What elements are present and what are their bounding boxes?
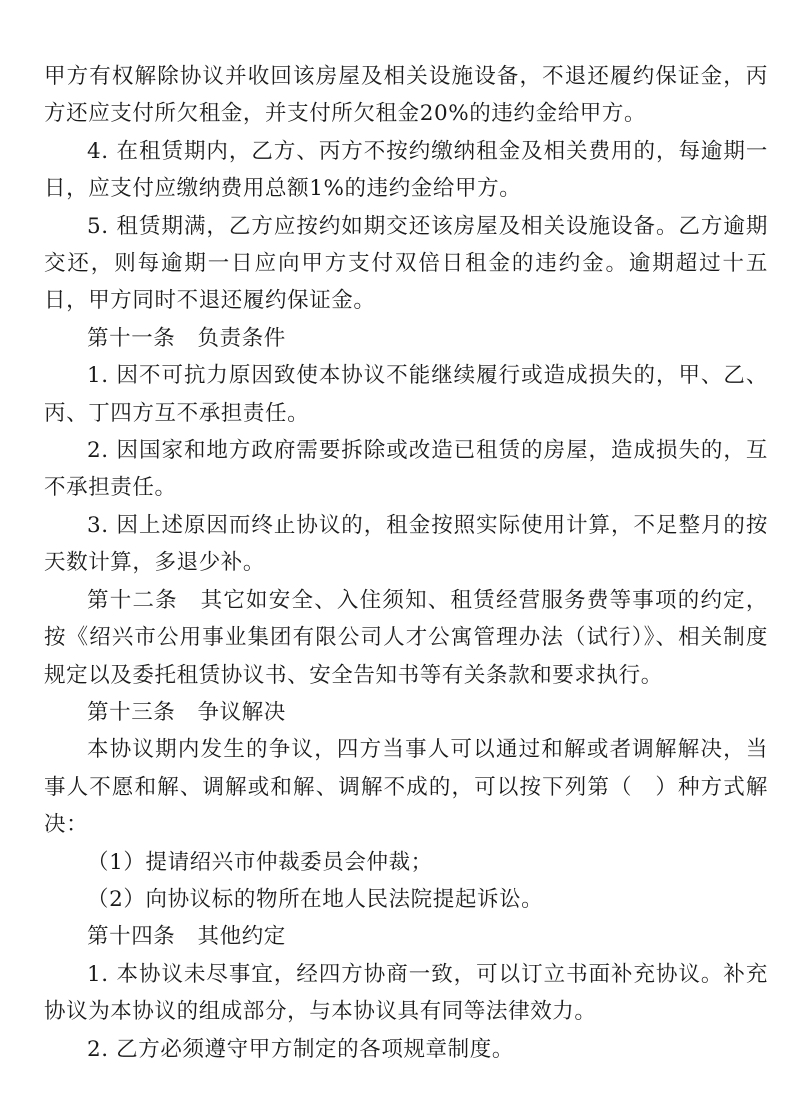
paragraph-article-11-item-3: 3. 因上述原因而终止协议的，租金按照实际使用计算，不足整月的按天数计算，多退少补。: [44, 512, 768, 576]
paragraph-article-13-option-1: （1）提请绍兴市仲裁委员会仲裁；: [87, 849, 433, 875]
paragraph-article-12: 第十二条 其它如安全、入住须知、租赁经营服务费等事项的约定，按《绍兴市公用事业集团有限公司人才公寓管理办法（试行）》、相关制度规定以及委托租赁协议书、安全告知书等有关条款和要求执行。: [44, 587, 768, 688]
paragraph-article-11-item-1: 1. 因不可抗力原因致使本协议不能继续履行或造成损失的，甲、乙、丙、丁四方互不承担责任。: [44, 363, 768, 426]
paragraph-clause-5-overdue-return: 5. 租赁期满，乙方应按约如期交还该房屋及相关设施设备。乙方逾期交还，则每逾期一日应向甲方支付双倍日租金的违约金。逾期超过十五日，甲方同时不退还履约保证金。: [44, 213, 768, 314]
paragraph-continuation-termination: 甲方有权解除协议并收回该房屋及相关设施设备，不退还履约保证金，丙方还应支付所欠租金，并支付所欠租金20%的违约金给甲方。: [44, 64, 768, 127]
paragraph-clause-4-late-payment: 4. 在租赁期内，乙方、丙方不按约缴纳租金及相关费用的，每逾期一日，应支付应缴纳费用总额1%的违约金给甲方。: [44, 138, 768, 202]
heading-article-13: 第十三条 争议解决: [87, 699, 286, 725]
paragraph-article-11-item-2: 2. 因国家和地方政府需要拆除或改造已租赁的房屋，造成损失的，互不承担责任。: [44, 438, 768, 501]
heading-article-14: 第十四条 其他约定: [87, 924, 286, 950]
paragraph-article-13-body: 本协议期内发生的争议，四方当事人可以通过和解或者调解解决，当事人不愿和解、调解或和解、调解不成的，可以按下列第（ ）种方式解决：: [44, 737, 768, 838]
heading-article-11: 第十一条 负责条件: [87, 325, 286, 351]
document-page: [44, 58, 768, 1068]
paragraph-article-14-item-2: 2. 乙方必须遵守甲方制定的各项规章制度。: [87, 1036, 514, 1062]
paragraph-article-13-option-2: （2）向协议标的物所在地人民法院提起诉讼。: [87, 886, 544, 912]
paragraph-article-14-item-1: 1. 本协议未尽事宜，经四方协商一致，可以订立书面补充协议。补充协议为本协议的组成部分，与本协议具有同等法律效力。: [44, 961, 768, 1025]
